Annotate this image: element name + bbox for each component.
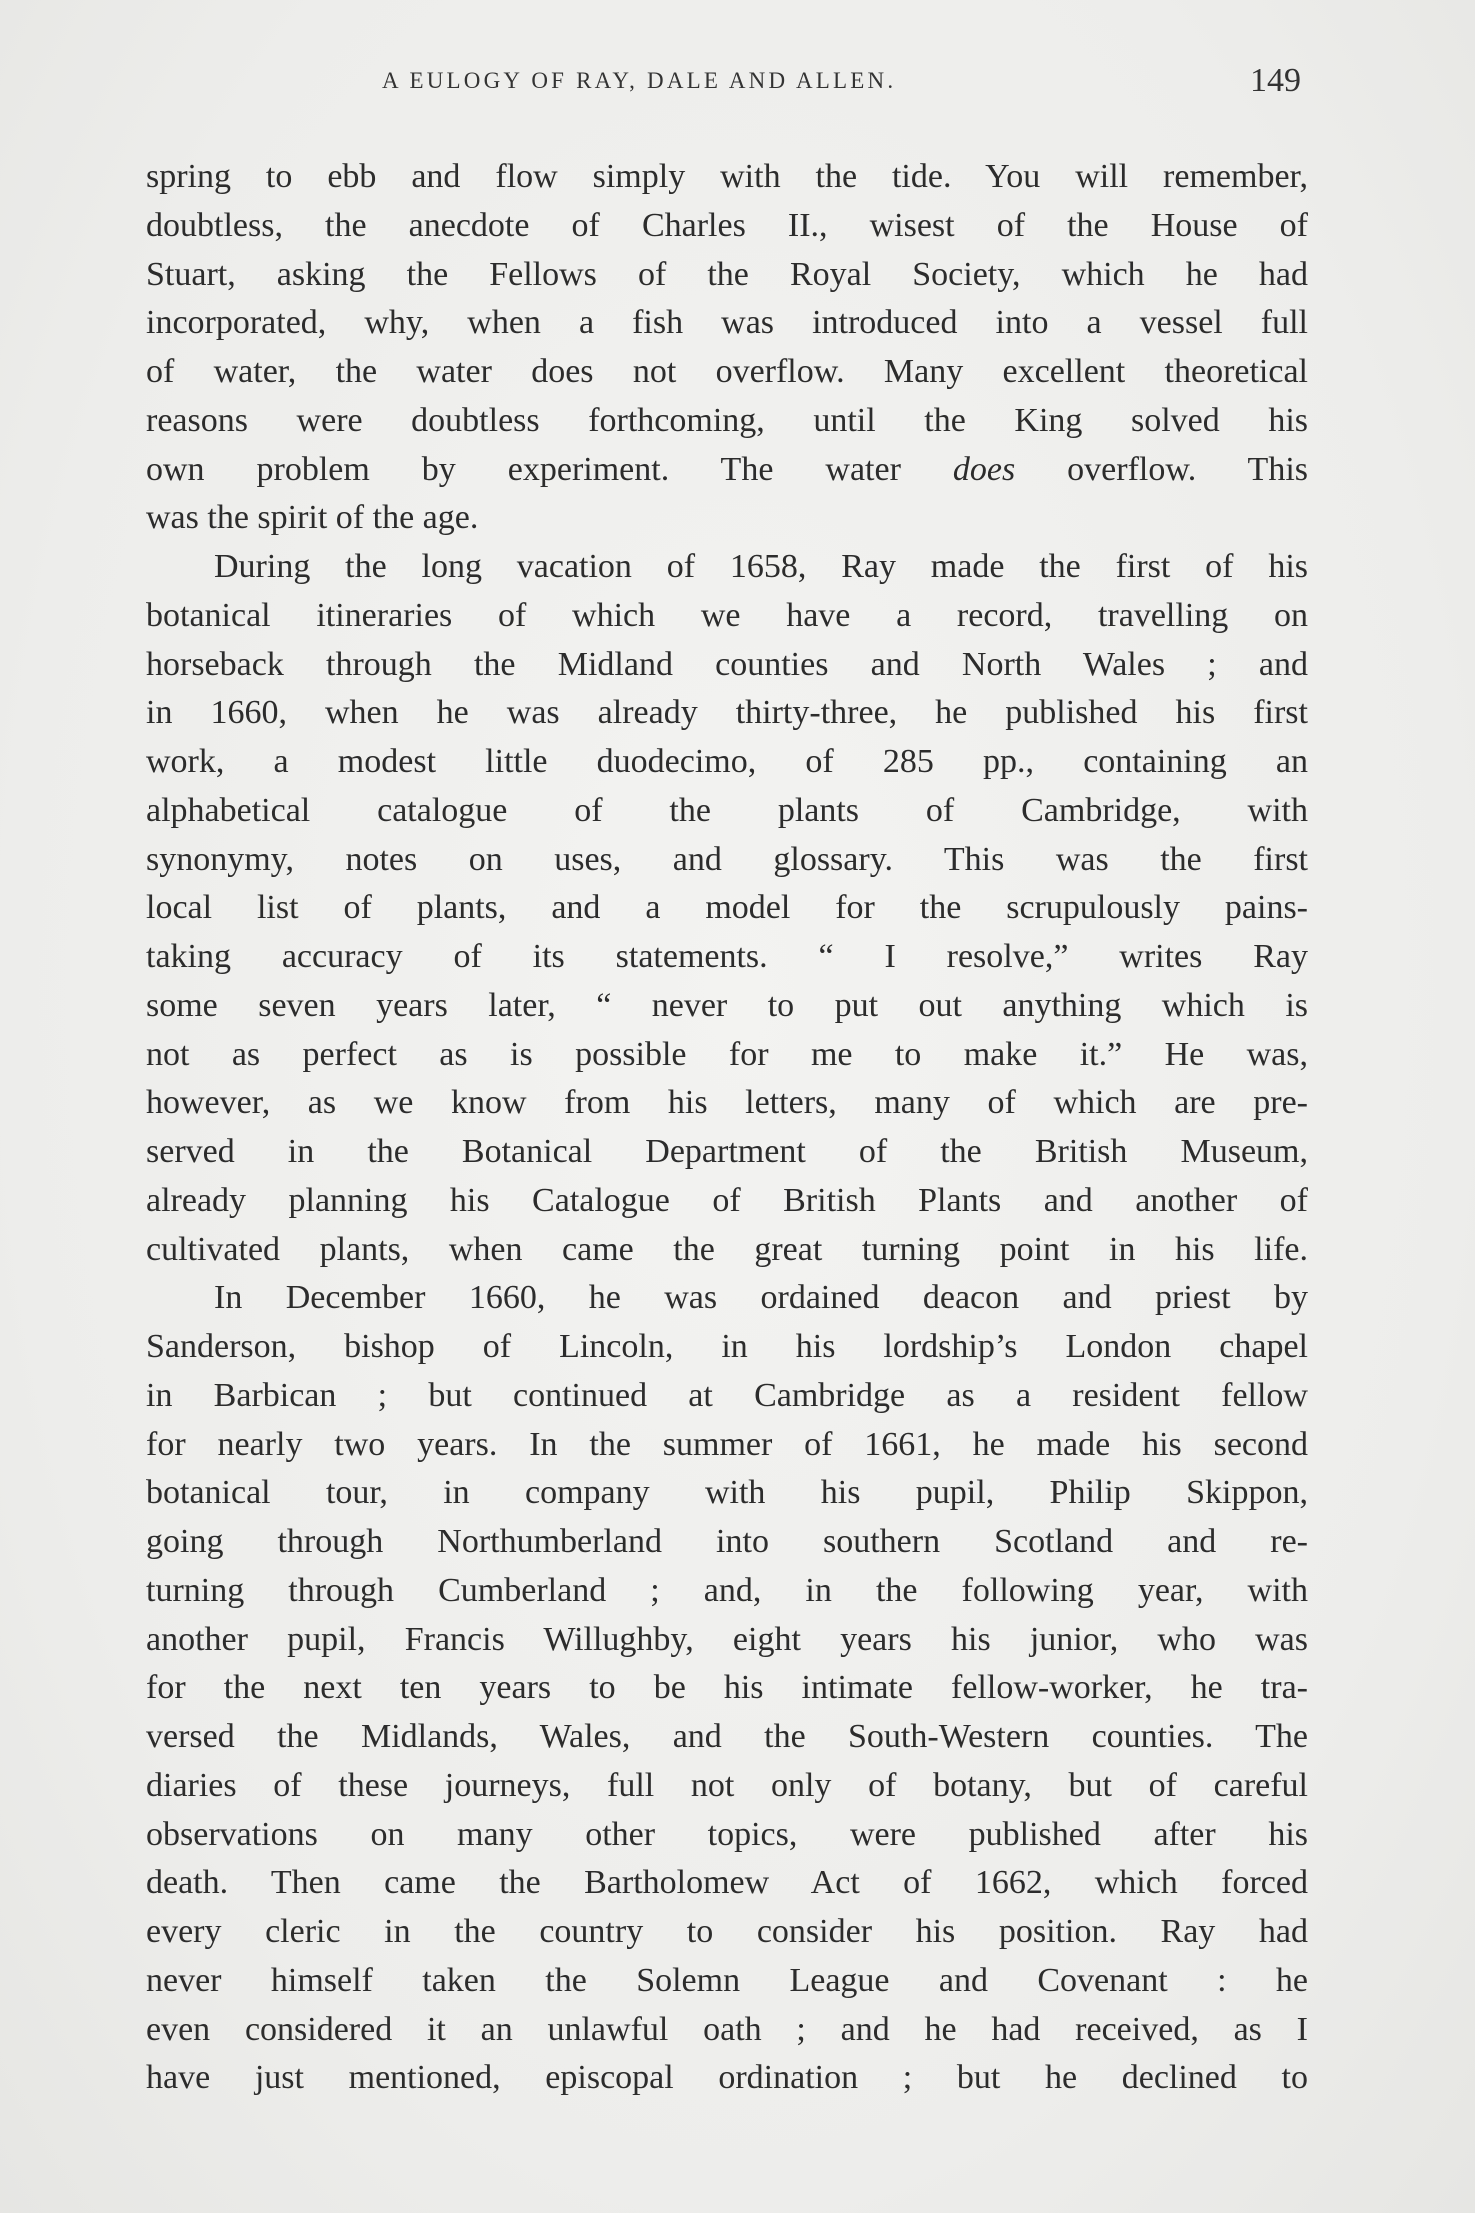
text-line: reasons were doubtless forthcoming, until the King solved his: [146, 401, 1308, 439]
text-line: in 1660, when he was already thirty-three, he published his first: [146, 694, 1308, 732]
text-line: local list of plants, and a model for the scrupulously pains-: [146, 889, 1308, 927]
text-line: going through Northumberland into southern Scotland and re-: [146, 1523, 1308, 1560]
text-line: for nearly two years. In the summer of 1661, he made his second: [146, 1425, 1308, 1463]
text-line: botanical itineraries of which we have a record, travelling on: [146, 596, 1308, 634]
text-line: Sanderson, bishop of Lincoln, in his lordship’s London chapel: [146, 1328, 1308, 1365]
text-line: cultivated plants, when came the great turning point in his life.: [146, 1230, 1308, 1268]
text-line: spring to ebb and flow simply with the tide. You will remember,: [146, 158, 1308, 195]
text-line: doubtless, the anecdote of Charles II., wisest of the House of: [146, 206, 1308, 244]
text-line: Stuart, asking the Fellows of the Royal Society, which he had: [146, 255, 1308, 293]
italic-word: does: [952, 450, 1016, 488]
text-segment: overflow. This: [1015, 450, 1309, 488]
text-line: already planning his Catalogue of British Plants and another of: [146, 1181, 1308, 1219]
text-line: horseback through the Midland counties and North Wales ; and: [146, 645, 1308, 683]
text-line: alphabetical catalogue of the plants of Cambridge, with: [146, 791, 1308, 829]
text-line: During the long vacation of 1658, Ray made the first of his: [214, 548, 1308, 585]
running-head: A EULOGY OF RAY, DALE AND ALLEN.: [382, 68, 897, 93]
text-line: taking accuracy of its statements. “ I resolve,” writes Ray: [146, 938, 1308, 975]
text-line: death. Then came the Bartholomew Act of 1662, which forced: [146, 1864, 1308, 1902]
text-line: for the next ten years to be his intimate fellow-worker, he tra-: [146, 1669, 1308, 1707]
text-line: another pupil, Francis Willughby, eight years his junior, who was: [146, 1620, 1308, 1658]
text-line: In December 1660, he was ordained deacon and priest by: [214, 1279, 1308, 1317]
text-line: in Barbican ; but continued at Cambridge as a resident fellow: [146, 1376, 1308, 1414]
text-line: however, as we know from his letters, many of which are pre-: [146, 1084, 1308, 1122]
text-line: [146, 446, 1308, 495]
text-line: never himself taken the Solemn League and Covenant : he: [146, 1961, 1308, 1999]
text-line: diaries of these journeys, full not only of botany, but of careful: [146, 1766, 1308, 1804]
text-line: observations on many other topics, were published after his: [146, 1815, 1308, 1853]
text-line: incorporated, why, when a fish was introduced into a vessel full: [146, 304, 1308, 342]
text-line: botanical tour, in company with his pupil, Philip Skippon,: [146, 1474, 1308, 1512]
text-line: served in the Botanical Department of the British Museum,: [146, 1133, 1308, 1170]
text-line: of water, the water does not overflow. Many excellent theoretical: [146, 353, 1308, 390]
text-line: synonymy, notes on uses, and glossary. This was the first: [146, 840, 1308, 878]
text-line: turning through Cumberland ; and, in the following year, with: [146, 1571, 1308, 1609]
body-text: [146, 153, 1308, 2103]
text-line: have just mentioned, episcopal ordination ; but he declined to: [146, 2059, 1308, 2097]
text-line: was the spirit of the age.: [146, 499, 479, 537]
page-number: 149: [1250, 62, 1301, 99]
text-line: work, a modest little duodecimo, of 285 pp., containing an: [146, 743, 1308, 780]
text-segment: own problem by experiment. The water: [146, 450, 953, 488]
text-line: every cleric in the country to consider his position. Ray had: [146, 1913, 1308, 1950]
text-line: even considered it an unlawful oath ; and he had received, as I: [146, 2010, 1308, 2048]
text-line: not as perfect as is possible for me to make it.” He was,: [146, 1035, 1308, 1073]
text-line: some seven years later, “ never to put out anything which is: [146, 986, 1308, 1024]
text-line: versed the Midlands, Wales, and the South-Western counties. The: [146, 1718, 1308, 1755]
